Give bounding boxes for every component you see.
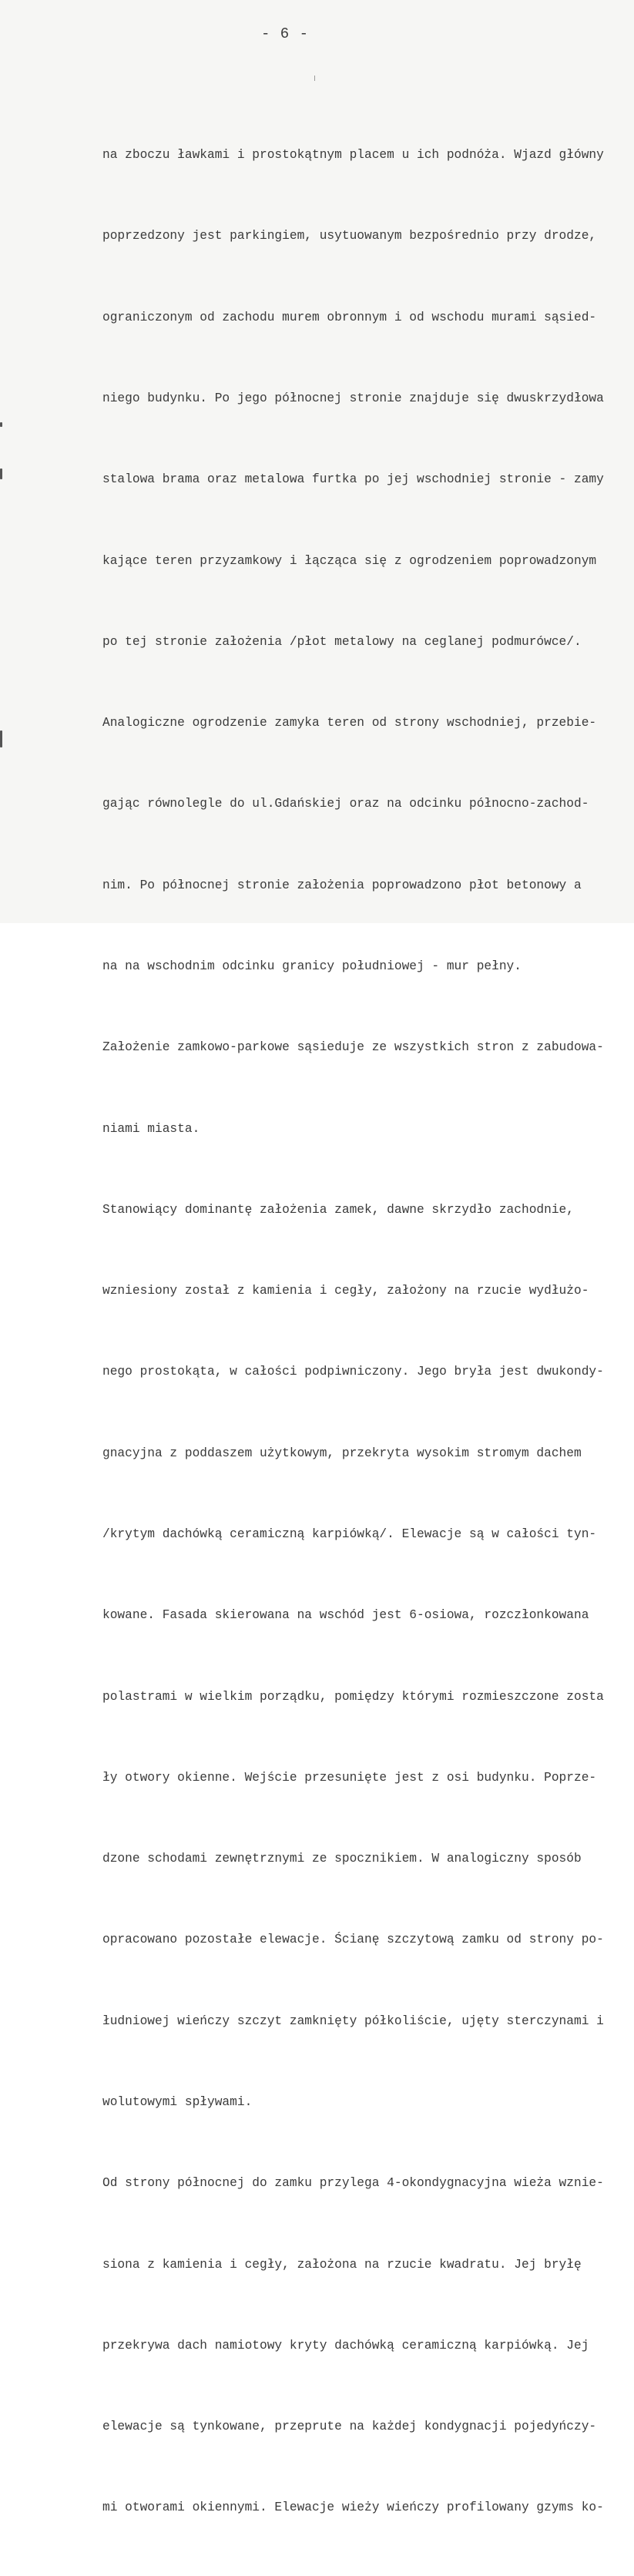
scan-speck	[314, 76, 315, 81]
text-line: gnacyjna z poddaszem użytkowym, przekryta wysokim stromym dachem	[102, 1446, 582, 1460]
text-line: polastrami w wielkim porządku, pomiędzy którymi rozmieszczone zosta	[102, 1689, 604, 1704]
text-line: stalowa brama oraz metalowa furtka po jej wschodniej stronie - zamy	[102, 472, 604, 487]
text-line: kające teren przyzamkowy i łącząca się z ogrodzeniem poprowadzonym	[102, 553, 597, 568]
text-line: po tej stronie założenia /płot metalowy na ceglanej podmurówce/.	[102, 634, 582, 649]
text-line: ograniczonym od zachodu murem obronnym i od wschodu murami sąsied-	[102, 310, 597, 324]
text-line: opracowano pozostałe elewacje. Ścianę szczytową zamku od strony po-	[102, 1933, 604, 1947]
text-line: przekrywa dach namiotowy kryty dachówką ceramiczną karpiówką. Jej	[102, 2338, 589, 2353]
text-line: gając równolegle do ul.Gdańskiej oraz na odcinku północno-zachod-	[102, 797, 589, 811]
scan-margin-mark	[0, 469, 2, 479]
text-line: niego budynku. Po jego północnej stronie znajduje się dwuskrzydłowa	[102, 391, 604, 406]
text-line: Analogiczne ogrodzenie zamyka teren od strony wschodniej, przebie-	[102, 716, 597, 730]
scan-margin-mark	[0, 730, 2, 747]
text-line: ły otwory okienne. Wejście przesunięte jest z osi budynku. Poprze-	[102, 1770, 597, 1785]
text-line: Założenie zamkowo-parkowe sąsieduje ze wszystkich stron z zabudowa-	[102, 1040, 604, 1055]
text-line: siona z kamienia i cegły, założona na rzucie kwadratu. Jej bryłę	[102, 2257, 582, 2272]
body-text	[102, 88, 634, 2576]
text-line: na na wschodnim odcinku granicy południowej - mur pełny.	[102, 959, 522, 973]
text-line: nego prostokąta, w całości podpiwniczony. Jego bryła jest dwukondy-	[102, 1365, 604, 1379]
page-number: - 6 -	[260, 25, 309, 42]
text-line: /krytym dachówką ceramiczną karpiówką/. Elewacje są w całości tyn-	[102, 1526, 597, 1541]
text-line: Stanowiący dominantę założenia zamek, dawne skrzydło zachodnie,	[102, 1202, 574, 1217]
scan-margin-mark	[0, 422, 2, 427]
text-line: mi otworami okiennymi. Elewacje wieży wieńczy profilowany gzyms ko-	[102, 2500, 604, 2515]
text-line: poprzedzony jest parkingiem, usytuowanym bezpośrednio przy drodze,	[102, 229, 597, 243]
text-line: niami miasta.	[102, 1121, 200, 1136]
text-line: na zboczu ławkami i prostokątnym placem u ich podnóża. Wjazd główny	[102, 148, 604, 163]
text-line: nim. Po północnej stronie założenia poprowadzono płot betonowy a	[102, 878, 582, 892]
text-line: elewacje są tynkowane, przeprute na każdej kondygnacji pojedyńczy-	[102, 2420, 597, 2434]
text-line: wzniesiony został z kamienia i cegły, założony na rzucie wydłużo-	[102, 1284, 589, 1298]
text-line: Od strony północnej do zamku przylega 4-okondygnacyjna wieża wznie-	[102, 2176, 604, 2191]
text-line: łudniowej wieńczy szczyt zamknięty półkoliście, ujęty sterczynami i	[102, 2013, 604, 2028]
text-line: dzone schodami zewnętrznymi ze spocznikiem. W analogiczny sposób	[102, 1852, 582, 1866]
text-line: kowane. Fasada skierowana na wschód jest 6-osiowa, rozczłonkowana	[102, 1608, 589, 1623]
text-line: wolutowymi spływami.	[102, 2094, 253, 2109]
